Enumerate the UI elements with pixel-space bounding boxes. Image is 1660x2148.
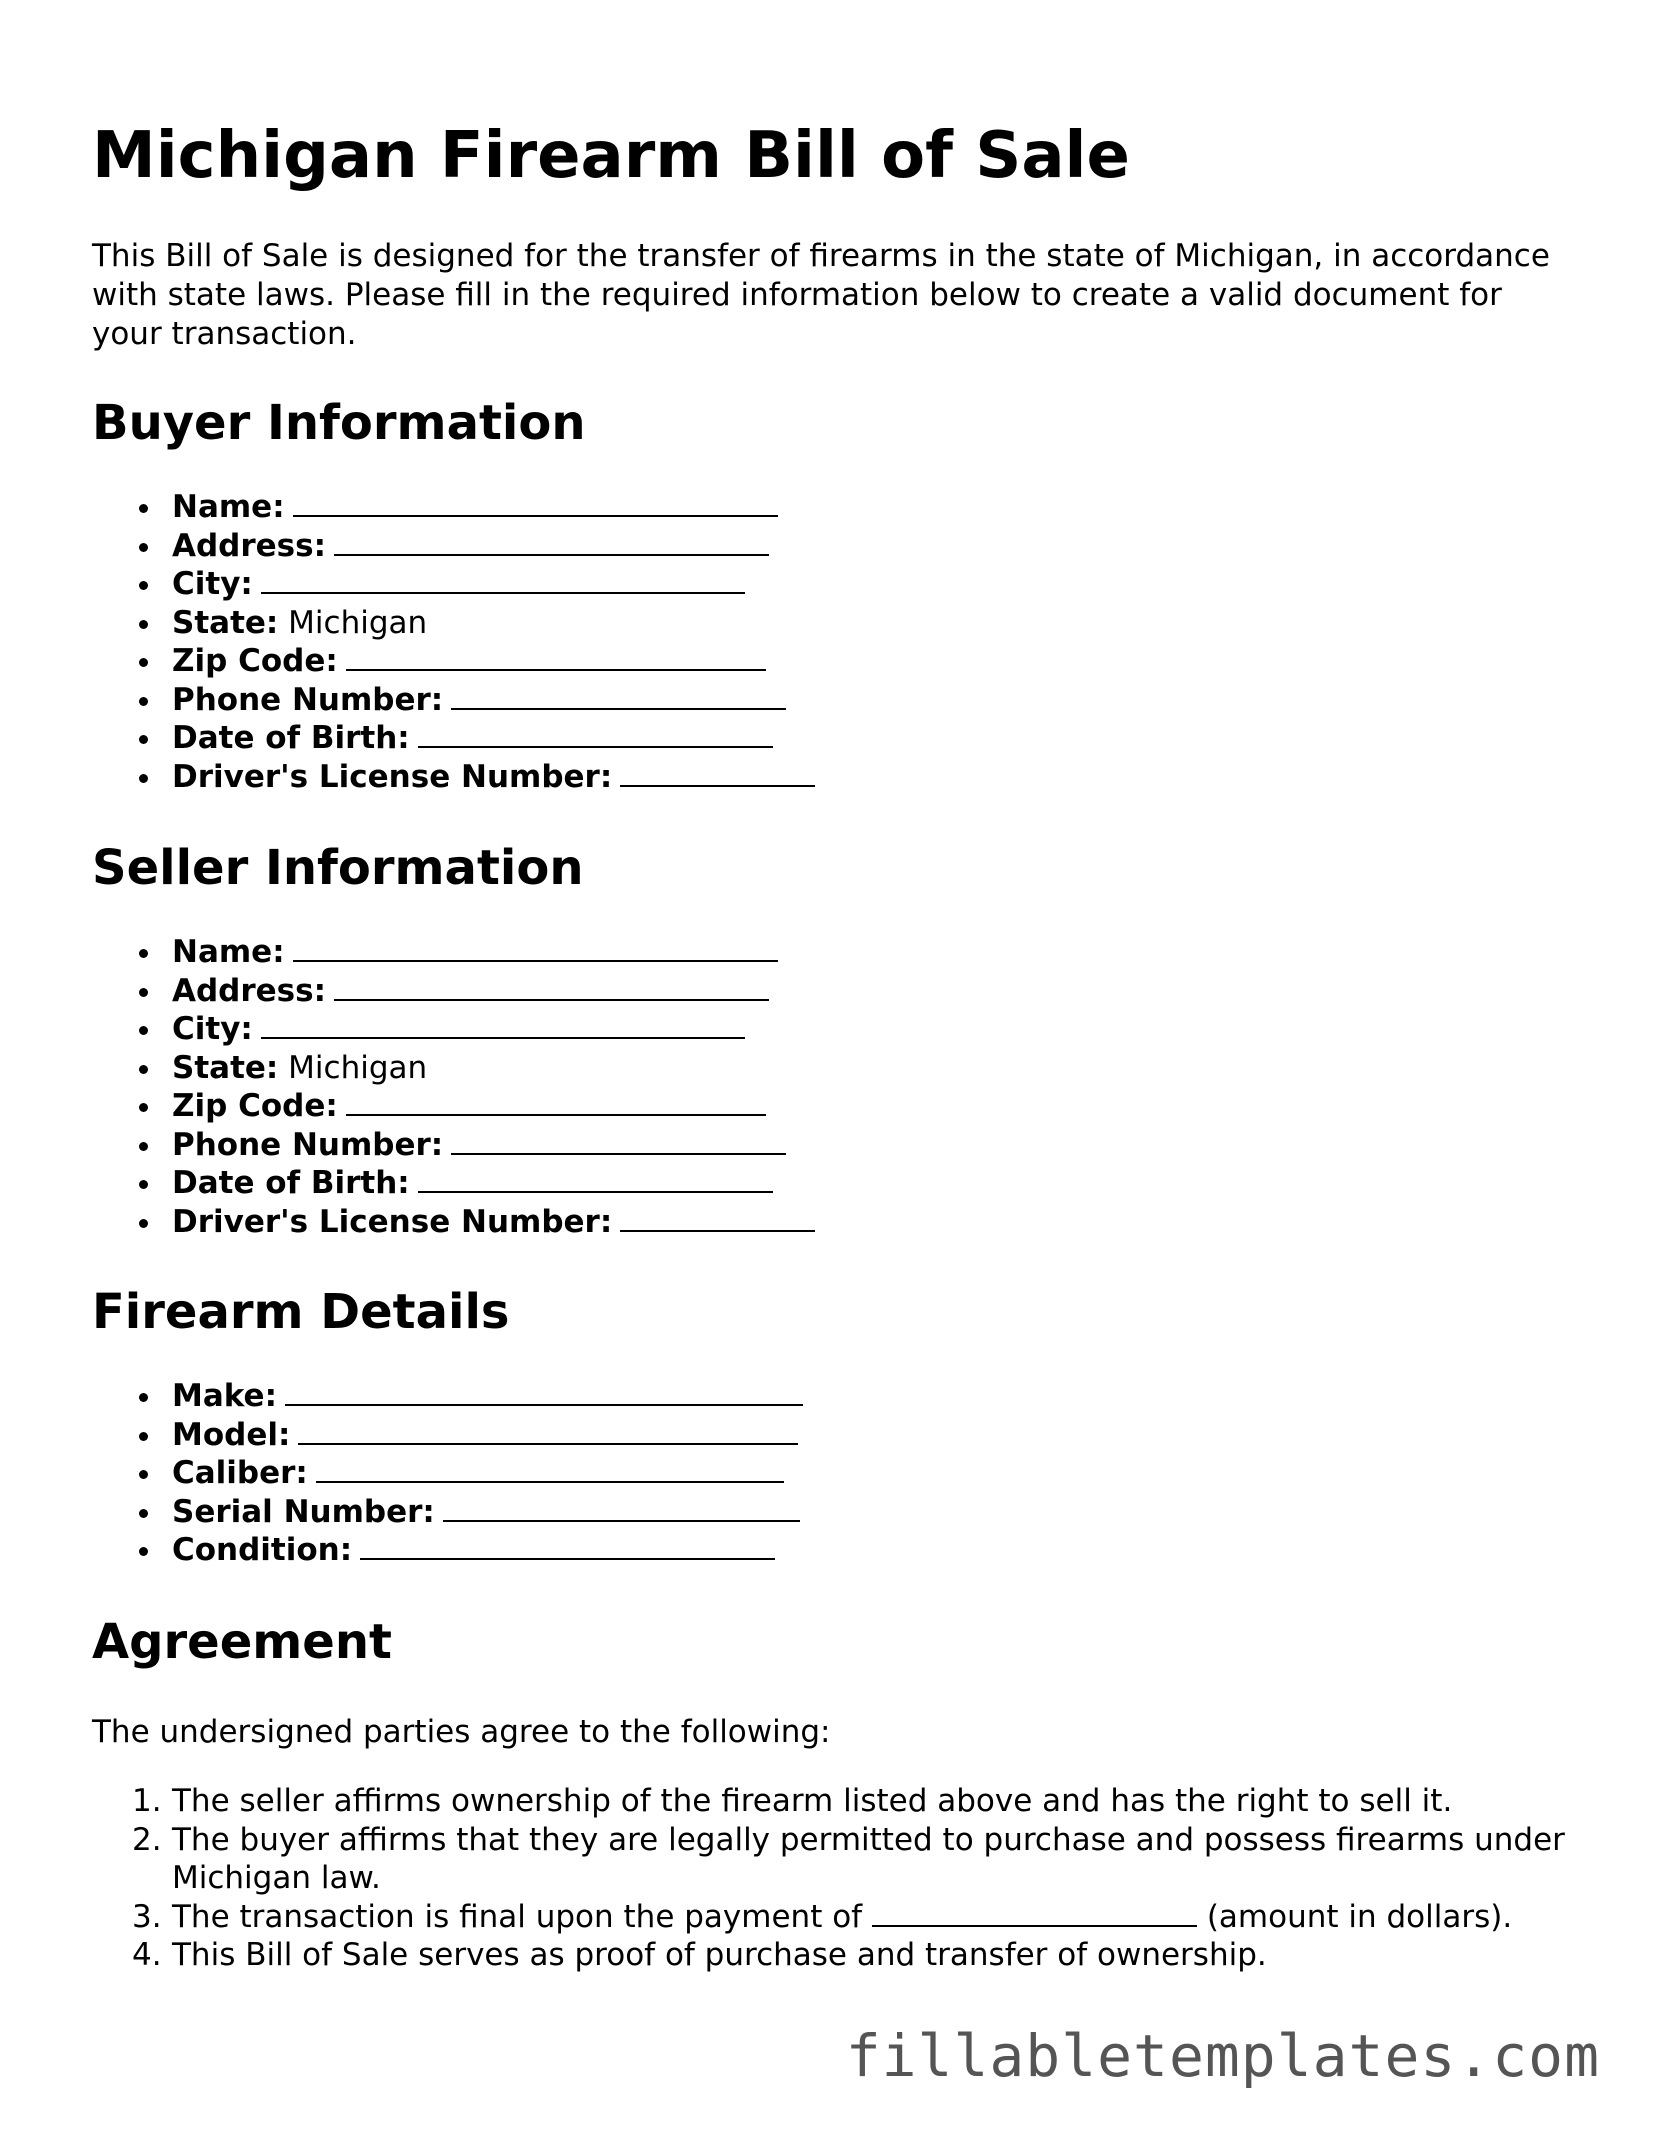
field-label: Zip Code: [172,643,338,679]
term-number: 4. [132,1937,162,1973]
field-label: City: [172,1011,253,1047]
field-blank[interactable] [285,1378,803,1406]
field-blank[interactable] [360,1532,775,1560]
field-blank[interactable] [261,1011,745,1039]
field-blank[interactable] [620,759,815,787]
firearm-serial-field[interactable] [92,1493,803,1532]
field-label: Address: [172,527,326,564]
seller-city-field[interactable] [92,1010,815,1049]
field-label: City: [172,566,253,602]
seller-address-field[interactable] [92,972,815,1011]
field-blank[interactable] [418,1165,773,1193]
term-text: The buyer affirms that they are legally permitted to purchase and possess firearms under Michigan law. [172,1821,1565,1896]
field-blank[interactable] [293,489,778,517]
seller-dob-field[interactable] [92,1164,815,1203]
term-text: The seller affirms ownership of the firearm listed above and has the right to sell it. [172,1783,1453,1819]
field-label: Make: [172,1378,277,1414]
field-label: Driver's License Number: [172,758,613,795]
field-label: Zip Code: [172,1088,338,1124]
field-label: Name: [172,934,285,970]
intro-paragraph: This Bill of Sale is designed for the transfer of firearms in the state of Michigan, in accordance with state laws. Please fill in the required information below to create a valid document for your transaction. [92,238,1550,352]
field-blank[interactable] [316,1455,784,1483]
field-label: State: [172,604,279,641]
buyer-phone-field[interactable] [92,681,815,720]
field-blank[interactable] [451,682,786,710]
term-text-before: The transaction is final upon the payment of [172,1898,863,1935]
field-label: Condition: [172,1532,353,1568]
buyer-state-field [92,604,815,643]
seller-heading: Seller Information [92,840,584,896]
field-blank[interactable] [334,973,769,1001]
term-text-after: (amount in dollars). [1206,1898,1513,1935]
field-value: Michigan [288,604,428,641]
agreement-heading: Agreement [92,1614,392,1670]
field-blank[interactable] [346,1088,766,1116]
term-text: This Bill of Sale serves as proof of purchase and transfer of ownership. [172,1937,1267,1973]
field-label: Phone Number: [172,1126,444,1163]
firearm-model-field[interactable] [92,1416,803,1455]
firearm-heading: Firearm Details [92,1284,510,1340]
field-label: Name: [172,489,285,525]
buyer-zip-field[interactable] [92,642,815,681]
seller-name-field[interactable] [92,933,815,972]
term-number: 3. [132,1898,162,1935]
field-blank[interactable] [620,1204,815,1232]
field-label: Date of Birth: [172,1165,410,1201]
seller-phone-field[interactable] [92,1126,815,1165]
agreement-intro: The undersigned parties agree to the following: [92,1714,831,1750]
watermark-text: fillabletemplates.com [845,2022,1600,2090]
field-label: Model: [172,1416,291,1453]
term-number: 2. [132,1821,162,1858]
field-blank[interactable] [346,643,766,671]
firearm-fields-list [92,1377,803,1570]
field-blank[interactable] [443,1494,800,1522]
firearm-condition-field[interactable] [92,1531,803,1570]
field-blank[interactable] [261,566,745,594]
seller-fields-list [92,933,815,1241]
agreement-term [92,1936,1572,1975]
term-number: 1. [132,1783,162,1819]
field-blank[interactable] [293,934,778,962]
buyer-address-field[interactable] [92,527,815,566]
field-label: Serial Number: [172,1493,435,1530]
document-title: Michigan Firearm Bill of Sale [92,119,1130,193]
field-blank[interactable] [298,1417,798,1445]
agreement-term [92,1821,1572,1898]
seller-license-field[interactable] [92,1203,815,1242]
agreement-term [92,1782,1572,1821]
buyer-dob-field[interactable] [92,719,815,758]
seller-zip-field[interactable] [92,1087,815,1126]
firearm-caliber-field[interactable] [92,1454,803,1493]
buyer-city-field[interactable] [92,565,815,604]
firearm-make-field[interactable] [92,1377,803,1416]
field-label: Caliber: [172,1455,308,1491]
field-blank[interactable] [334,528,769,556]
field-blank[interactable] [418,720,773,748]
buyer-name-field[interactable] [92,488,815,527]
agreement-term[interactable] [92,1898,1572,1937]
field-blank[interactable] [451,1127,786,1155]
buyer-license-field[interactable] [92,758,815,797]
field-label: Phone Number: [172,681,444,718]
field-label: Date of Birth: [172,720,410,756]
buyer-fields-list [92,488,815,796]
field-label: Address: [172,972,326,1009]
seller-state-field [92,1049,815,1088]
agreement-terms-list [92,1782,1572,1975]
field-value: Michigan [288,1049,428,1086]
field-label: State: [172,1049,279,1086]
payment-amount-blank[interactable] [872,1899,1197,1927]
field-label: Driver's License Number: [172,1203,613,1240]
buyer-heading: Buyer Information [92,395,586,451]
